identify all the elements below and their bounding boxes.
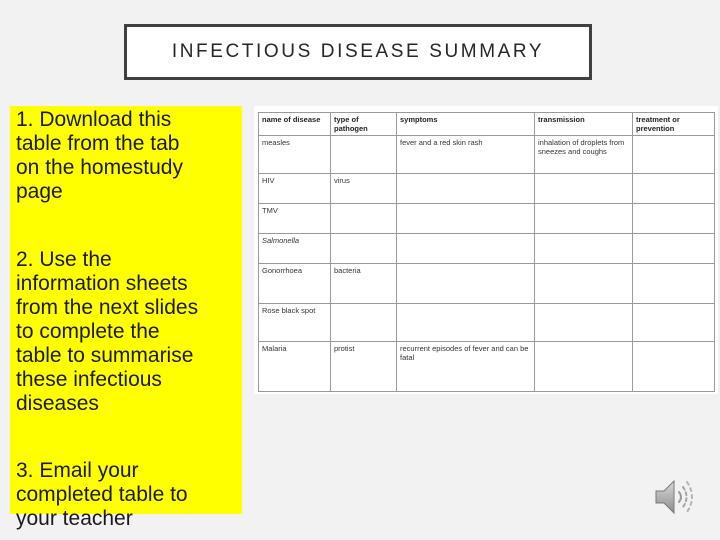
- table-row: [259, 342, 715, 392]
- table-cell: [397, 174, 535, 204]
- table-cell: [331, 136, 397, 174]
- table-cell: [535, 174, 633, 204]
- table-cell: [397, 304, 535, 342]
- table-cell: [331, 234, 397, 264]
- disease-table-image: [254, 106, 718, 394]
- table-cell: [535, 264, 633, 304]
- table-cell: measles: [259, 136, 331, 174]
- table-row: [259, 234, 715, 264]
- table-cell: [535, 234, 633, 264]
- table-cell: TMV: [259, 204, 331, 234]
- slide-title: INFECTIOUS DISEASE SUMMARY: [171, 41, 545, 62]
- table-row: [259, 174, 715, 204]
- table-cell: Gonorrhoea: [259, 264, 331, 304]
- table-cell: [397, 204, 535, 234]
- table-cell: Malaria: [259, 342, 331, 392]
- header-treatment: treatment or prevention: [633, 113, 715, 136]
- instructions-panel: [10, 106, 242, 530]
- slide-title-box: [124, 24, 592, 80]
- table-cell: [633, 204, 715, 234]
- table-row: [259, 304, 715, 342]
- table-cell: [331, 304, 397, 342]
- disease-summary-table: [258, 112, 715, 392]
- table-cell: bacteria: [331, 264, 397, 304]
- table-cell: recurrent episodes of fever and can be fatal: [397, 342, 535, 392]
- table-cell: [633, 342, 715, 392]
- header-type-of-pathogen: type of pathogen: [331, 113, 397, 136]
- header-transmission: transmission: [535, 113, 633, 136]
- header-name-of-disease: name of disease: [259, 113, 331, 136]
- header-symptoms: symptoms: [397, 113, 535, 136]
- instruction-step-3: 3. Email your completed table to your teacher: [16, 459, 188, 530]
- instruction-step-1: 1. Download this table from the tab on the homestudy page: [16, 108, 183, 203]
- table-cell: [535, 342, 633, 392]
- table-cell: [331, 204, 397, 234]
- table-cell: [397, 234, 535, 264]
- table-cell: [633, 136, 715, 174]
- table-cell: [633, 304, 715, 342]
- table-cell: Rose black spot: [259, 304, 331, 342]
- table-cell: [633, 174, 715, 204]
- table-cell: Salmonella: [259, 234, 331, 264]
- table-row: [259, 204, 715, 234]
- table-cell: fever and a red skin rash: [397, 136, 535, 174]
- table-cell: virus: [331, 174, 397, 204]
- table-row: [259, 264, 715, 304]
- table-cell: [633, 264, 715, 304]
- table-cell: protist: [331, 342, 397, 392]
- table-cell: HIV: [259, 174, 331, 204]
- table-header-row: [259, 113, 715, 136]
- table-row: [259, 136, 715, 174]
- table-cell: [535, 304, 633, 342]
- table-cell: inhalation of droplets from sneezes and coughs: [535, 136, 633, 174]
- table-cell: [535, 204, 633, 234]
- table-cell: [633, 234, 715, 264]
- instruction-step-2: 2. Use the information sheets from the next slides to complete the table to summarise these infectious diseases: [16, 248, 199, 415]
- speaker-icon[interactable]: [652, 474, 698, 522]
- table-cell: [397, 264, 535, 304]
